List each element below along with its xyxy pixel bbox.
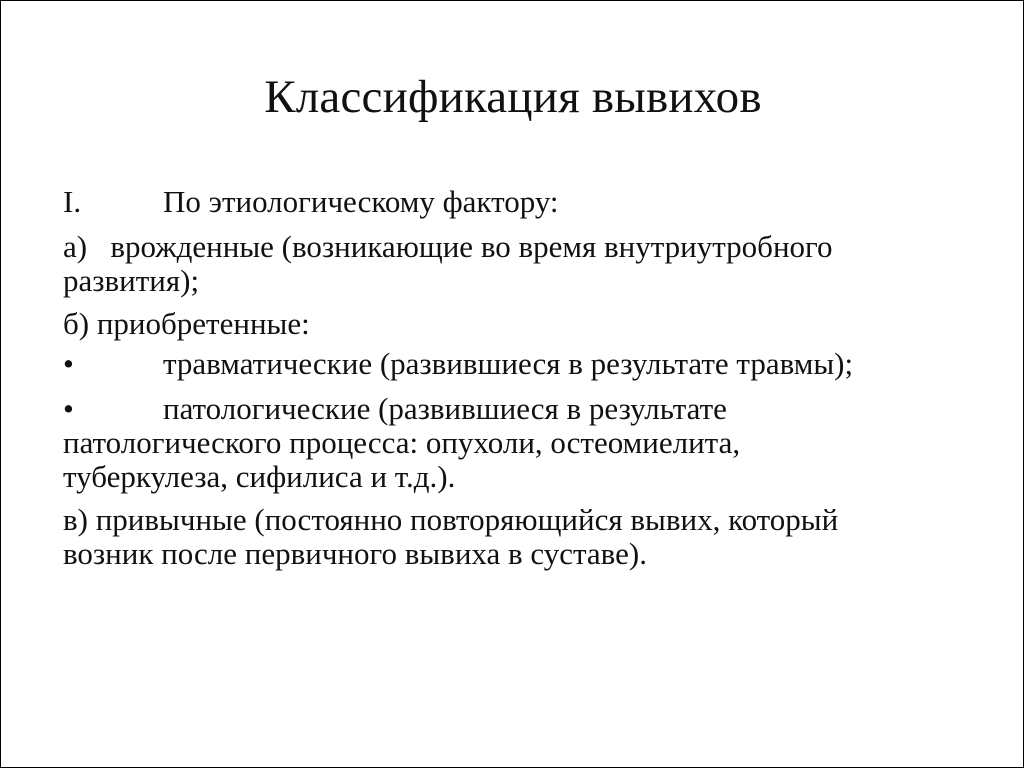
- item-c: [63, 503, 983, 571]
- bullet-1-text: травматические (развившиеся в результате травмы);: [163, 346, 854, 381]
- section-heading: [63, 185, 963, 221]
- bullet-item-2: [63, 392, 983, 494]
- item-c-line-2: возник после первичного вывиха в суставе).: [63, 536, 647, 571]
- item-b: [63, 307, 963, 341]
- bullet-2-line-1: патологические (развившиеся в результате: [163, 391, 727, 426]
- slide-title: Классификация вывихов: [264, 71, 762, 123]
- item-c-line-1: в) привычные (постоянно повторяющийся вывих, который: [63, 502, 839, 537]
- item-a-line-2: развития);: [63, 263, 200, 298]
- bullet-icon: •: [63, 391, 74, 426]
- bullet-2-first-line: [63, 392, 983, 426]
- section-text: По этиологическому фактору:: [163, 184, 559, 219]
- bullet-item-1: [63, 347, 983, 383]
- bullet-icon: •: [63, 346, 74, 381]
- item-b-text: б) приобретенные:: [63, 306, 310, 341]
- bullet-2-line-3: туберкулеза, сифилиса и т.д.).: [63, 459, 456, 494]
- bullet-2-line-2: патологического процесса: опухоли, остеомиелита,: [63, 425, 741, 460]
- item-a: [63, 230, 983, 298]
- item-a-line-1: а) врожденные (возникающие во время внутриутробного: [63, 229, 833, 264]
- section-marker: I.: [63, 184, 82, 219]
